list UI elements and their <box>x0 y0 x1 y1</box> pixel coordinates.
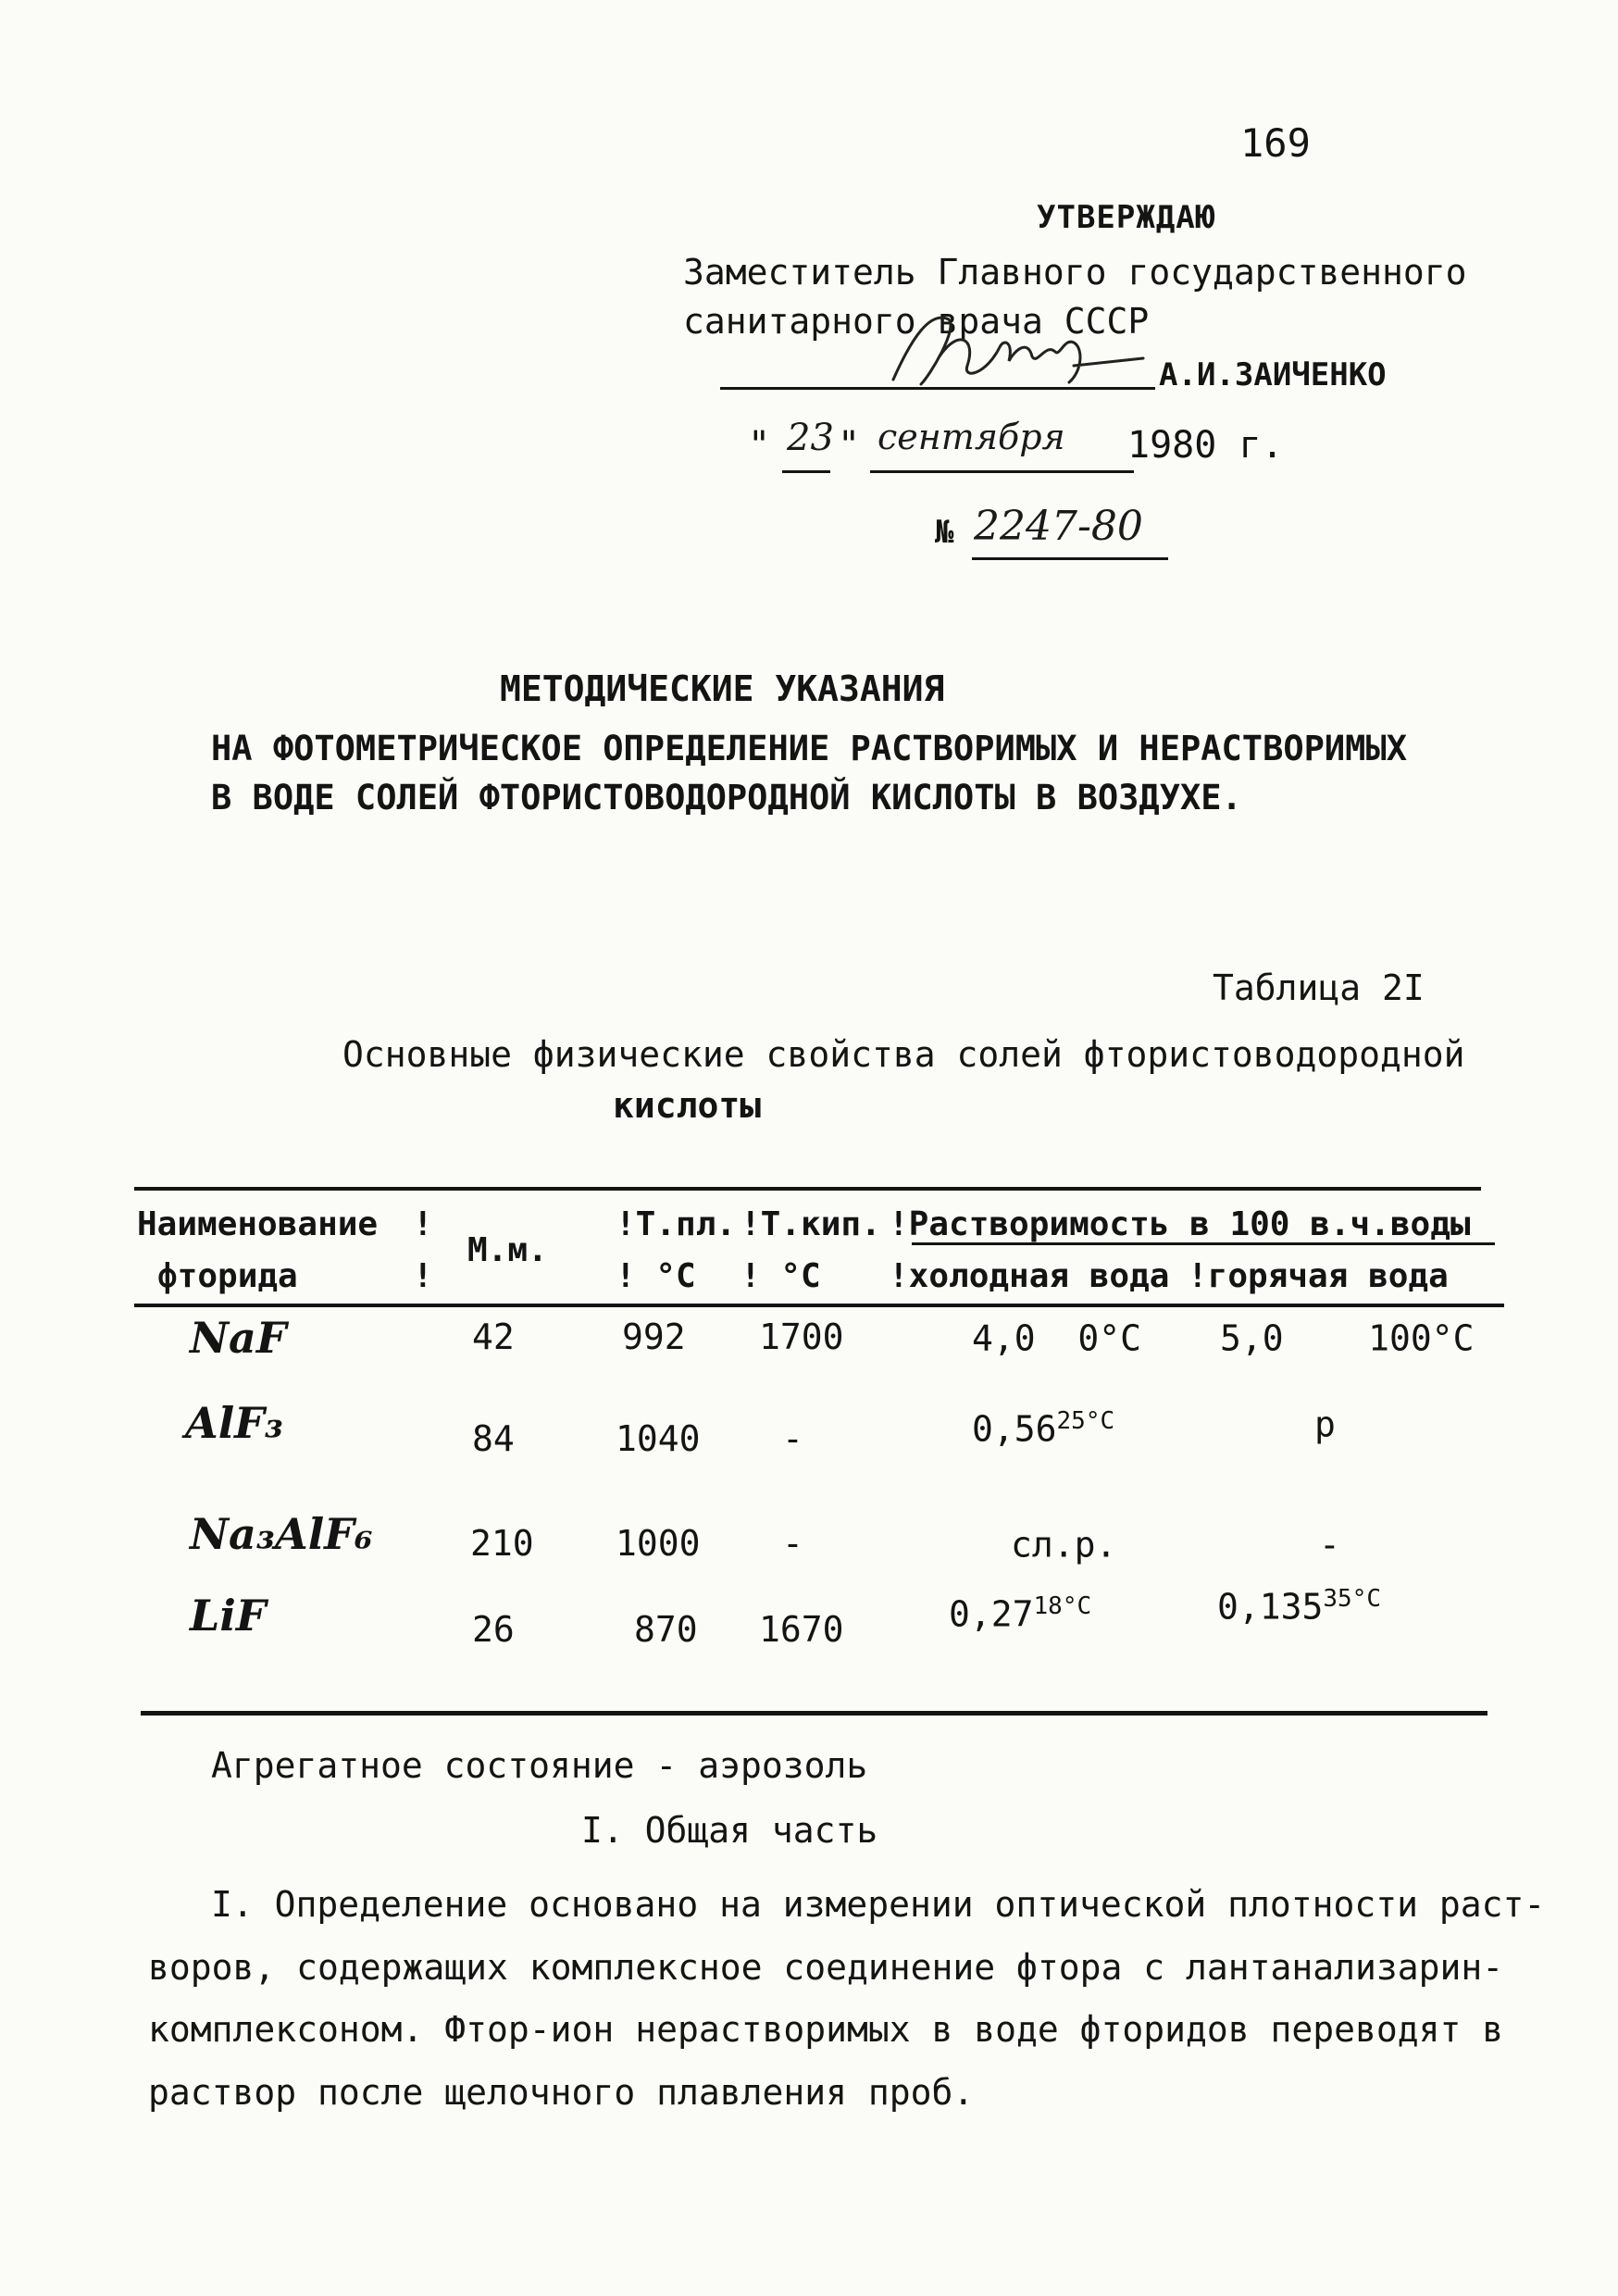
approval-position-line1: Заместитель Главного государственного <box>683 252 1467 293</box>
table-cell-boiling-point: 1700 <box>759 1316 844 1357</box>
handwritten-signature <box>875 301 1152 393</box>
header-name-line1: Наименование <box>137 1205 379 1243</box>
header-boiling-point: !Т.кип. <box>741 1205 881 1243</box>
table-cell-melting-point: 1000 <box>616 1523 701 1564</box>
document-title-line2: НА ФОТОМЕТРИЧЕСКОЕ ОПРЕДЕЛЕНИЕ РАСТВОРИМЫХ И НЕРАСТВОРИМЫХ <box>211 729 1408 768</box>
approval-number-underline <box>972 557 1168 560</box>
table-cell-cold-solubility: $0,27^{18^\circ С}$ <box>949 1592 1092 1635</box>
paragraph-line: воров, содержащих комплексное соединение фтора с лантанализарин- <box>148 1947 1504 1988</box>
approval-title: УТВЕРЖДАЮ <box>1037 199 1216 236</box>
table-header-rule <box>134 1304 1504 1307</box>
header-melting-unit: ! °С <box>616 1257 696 1295</box>
document-title-line1: МЕТОДИЧЕСКИЕ УКАЗАНИЯ <box>500 668 945 709</box>
date-month: сентября <box>877 417 1065 457</box>
header-separator: ! <box>413 1205 433 1243</box>
table-number: Таблица 2I <box>1213 967 1425 1008</box>
table-cell-molar-mass: 26 <box>472 1609 515 1650</box>
approval-number: 2247-80 <box>974 503 1143 550</box>
table-cell-boiling-point: - <box>782 1418 803 1459</box>
table-cell-cold-solubility: 4,0 0°С <box>972 1317 1142 1359</box>
table-cell-boiling-point: - <box>782 1523 803 1564</box>
header-separator: ! <box>413 1257 433 1295</box>
table-cell-molar-mass: 210 <box>470 1523 534 1564</box>
table-cell-melting-point: 1040 <box>616 1418 701 1459</box>
header-cold-water: !холодная вода <box>889 1257 1170 1295</box>
date-year: 1980 г. <box>1127 424 1284 467</box>
page-number: 169 <box>1240 120 1311 166</box>
header-melting-point: !Т.пл. <box>616 1205 737 1243</box>
table-cell-cold-solubility: сл.р. <box>1011 1524 1117 1566</box>
table-cell-fluoride-name: LiF <box>190 1591 267 1641</box>
table-cell-fluoride-name: Na₃AlF₆ <box>190 1509 373 1559</box>
table-cell-hot-solubility: $0,135^{35^\circ С}$ <box>1217 1585 1382 1628</box>
table-caption-line1: Основные физические свойства солей фтористоводородной <box>342 1034 1465 1075</box>
document-title-line3: В ВОДЕ СОЛЕЙ ФТОРИСТОВОДОРОДНОЙ КИСЛОТЫ В ВОЗДУХЕ. <box>211 778 1242 817</box>
header-hot-water: !горячая вода <box>1188 1257 1449 1295</box>
date-open-quote: " <box>748 424 771 467</box>
table-cell-fluoride-name: AlF₃ <box>185 1398 283 1448</box>
table-cell-melting-point: 870 <box>634 1609 698 1650</box>
header-molar-mass: М.м. <box>467 1231 548 1269</box>
table-caption-line2: кислоты <box>613 1085 762 1126</box>
table-cell-hot-solubility: 5,0 100°С <box>1220 1317 1475 1359</box>
paragraph-line: раствор после щелочного плавления проб. <box>148 2072 975 2113</box>
date-close-quote: " <box>838 424 861 467</box>
paragraph-line: I. Определение основано на измерении оптической плотности раст- <box>211 1884 1546 1925</box>
aggregate-state: Агрегатное состояние - аэрозоль <box>211 1745 868 1786</box>
date-day-underline <box>782 470 830 473</box>
header-boiling-unit: ! °С <box>741 1257 821 1295</box>
date-month-underline <box>870 470 1134 473</box>
table-cell-boiling-point: 1670 <box>759 1609 844 1650</box>
table-cell-melting-point: 992 <box>622 1316 686 1357</box>
header-solubility: !Растворимость в 100 в.ч.воды <box>889 1205 1471 1243</box>
approver-name: А.И.ЗАИЧЕНКО <box>1159 356 1387 393</box>
table-cell-hot-solubility: р <box>1314 1404 1336 1445</box>
date-day: 23 <box>787 417 834 459</box>
paragraph-line: комплексоном. Фтор-ион нерастворимых в воде фторидов переводят в <box>148 2009 1504 2050</box>
table-top-rule <box>134 1187 1481 1191</box>
table-cell-fluoride-name: NaF <box>190 1313 287 1363</box>
number-sign: № <box>935 514 954 551</box>
table-cell-cold-solubility: $0,56^{25^\circ С}$ <box>972 1407 1115 1450</box>
header-name-line2: фторида <box>157 1257 298 1295</box>
table-cell-molar-mass: 42 <box>472 1316 515 1357</box>
section-title: I. Общая часть <box>581 1810 878 1851</box>
table-cell-molar-mass: 84 <box>472 1418 515 1459</box>
signature-line <box>720 387 1155 390</box>
table-cell-hot-solubility: - <box>1319 1524 1340 1566</box>
approval-position-line2: санитарного врача СССР <box>683 301 1150 342</box>
table-bottom-rule <box>141 1711 1487 1716</box>
